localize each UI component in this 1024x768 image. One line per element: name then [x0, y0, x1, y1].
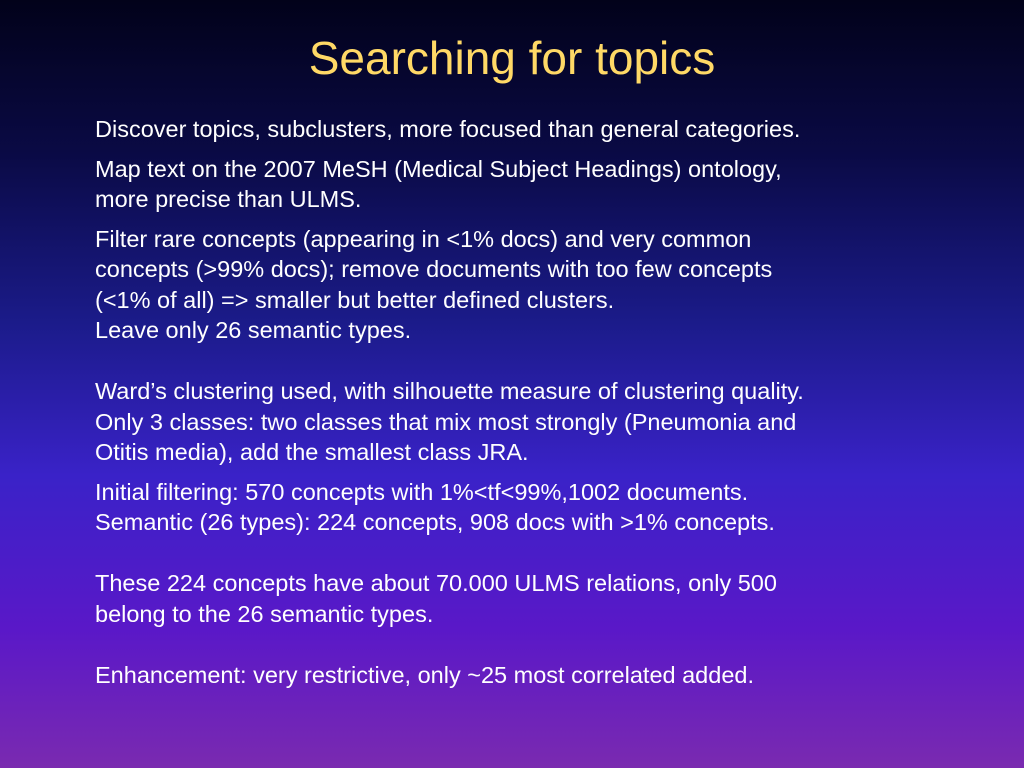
text-line: Enhancement: very restrictive, only ~25 most correlated added.	[95, 661, 754, 688]
text-line: Map text on the 2007 MeSH (Medical Subject Headings) ontology,	[95, 155, 782, 182]
text-line: Initial filtering: 570 concepts with 1%<tf<99%,1002 documents.	[95, 478, 749, 505]
text-line: Otitis media), add the smallest class JRA.	[95, 439, 529, 465]
text-line: Ward’s clustering used, with silhouette measure of clustering quality.	[95, 378, 804, 404]
text-line: Leave only 26 semantic types.	[95, 317, 412, 343]
text-line: These 224 concepts have about 70.000 ULMS relations, only 500	[95, 570, 777, 596]
slide-title: Searching for topics	[308, 32, 716, 84]
text-line: Discover topics, subclusters, more focused than general categories.	[95, 116, 801, 142]
text-line: belong to the 26 semantic types.	[95, 600, 434, 627]
slide-body	[95, 114, 995, 690]
text-line: Semantic (26 types): 224 concepts, 908 docs with >1% concepts.	[95, 509, 775, 535]
text-line: Only 3 classes: two classes that mix most strongly (Pneumonia and	[95, 408, 797, 435]
text-line: (<1% of all) => smaller but better defined clusters.	[95, 286, 615, 313]
text-line: more precise than ULMS.	[95, 186, 362, 212]
text-line: concepts (>99% docs); remove documents with too few concepts	[95, 256, 773, 282]
text-line: Filter rare concepts (appearing in <1% docs) and very common	[95, 225, 752, 252]
